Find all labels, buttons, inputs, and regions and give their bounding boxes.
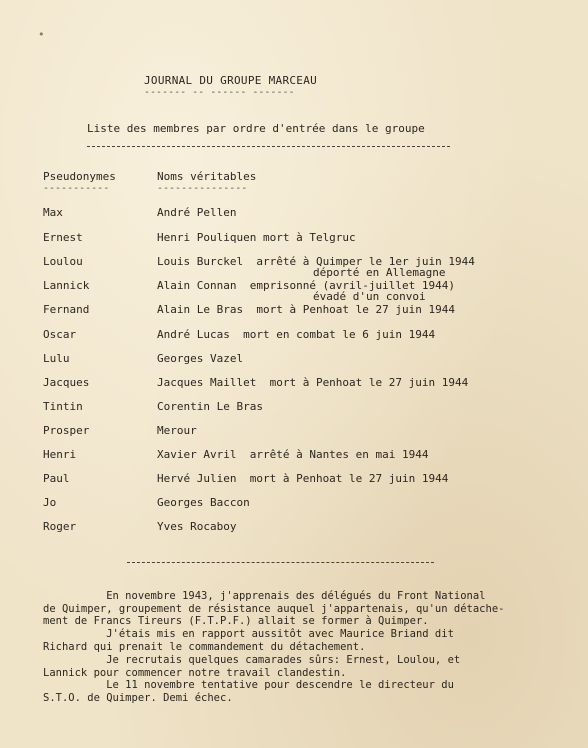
title-underline: ------- -- ------ ------- xyxy=(144,87,295,98)
member-pseudonym: Loulou xyxy=(43,255,83,268)
member-pseudonym: Max xyxy=(43,206,63,219)
member-pseudonym: Roger xyxy=(43,520,77,533)
narrative-paragraph: En novembre 1943, j'apprenais des délégués du Front National de Quimper, groupement de résistance auquel j'appartenais, qu'un détache- ment de Francs Tireurs (F.T.P.F.) allait se former à Quimper. xyxy=(43,590,505,628)
member-pseudonym: Fernand xyxy=(43,303,90,316)
member-real-name: André Pellen xyxy=(157,206,237,219)
member-real-name: Xavier Avril arrêté à Nantes en mai 1944 xyxy=(157,448,429,461)
header-real-names-underline: --------------- xyxy=(157,183,248,194)
member-pseudonym: Lulu xyxy=(43,352,70,365)
section-divider xyxy=(127,562,434,563)
member-pseudonym: Jacques xyxy=(43,376,90,389)
member-real-name: Henri Pouliquen mort à Telgruc xyxy=(157,231,356,244)
ink-mark: • xyxy=(38,28,45,41)
member-pseudonym: Lannick xyxy=(43,279,90,292)
document-subtitle: Liste des membres par ordre d'entrée dans le groupe xyxy=(87,122,425,135)
member-note: évadé d'un convoi xyxy=(313,290,426,303)
document-title: JOURNAL DU GROUPE MARCEAU xyxy=(144,74,318,87)
member-note: déporté en Allemagne xyxy=(313,266,446,279)
member-pseudonym: Tintin xyxy=(43,400,83,413)
member-pseudonym: Oscar xyxy=(43,328,77,341)
header-real-names: Noms véritables xyxy=(157,170,257,183)
member-real-name: Merour xyxy=(157,424,197,437)
member-pseudonym: Paul xyxy=(43,472,70,485)
member-pseudonym: Prosper xyxy=(43,424,90,437)
member-real-name: Alain Connan emprisonné (avril-juillet 1944) xyxy=(157,279,456,292)
header-pseudonyms: Pseudonymes xyxy=(43,170,116,183)
narrative-paragraph: Je recrutais quelques camarades sûrs: Ernest, Loulou, et Lannick pour commencer notre travail clandestin. xyxy=(43,654,461,679)
member-real-name: Louis Burckel arrêté à Quimper le 1er juin 1944 xyxy=(157,255,475,268)
member-real-name: Alain Le Bras mort à Penhoat le 27 juin 1944 xyxy=(157,303,456,316)
member-real-name: Hervé Julien mort à Penhoat le 27 juin 1944 xyxy=(157,472,449,485)
member-real-name: Georges Baccon xyxy=(157,496,250,509)
member-real-name: André Lucas mort en combat le 6 juin 1944 xyxy=(157,328,436,341)
member-pseudonym: Ernest xyxy=(43,231,83,244)
member-pseudonym: Henri xyxy=(43,448,77,461)
narrative-paragraph: Le 11 novembre tentative pour descendre le directeur du S.T.O. de Quimper. Demi échec. xyxy=(43,679,454,704)
member-real-name: Corentin Le Bras xyxy=(157,400,263,413)
member-pseudonym: Jo xyxy=(43,496,57,509)
header-pseudonyms-underline: ----------- xyxy=(43,183,110,194)
member-real-name: Georges Vazel xyxy=(157,352,244,365)
narrative-paragraph: J'étais mis en rapport aussitôt avec Maurice Briand dit Richard qui prenait le commandement du détachement. xyxy=(43,628,454,653)
member-real-name: Yves Rocaboy xyxy=(157,520,237,533)
member-real-name: Jacques Maillet mort à Penhoat le 27 juin 1944 xyxy=(157,376,469,389)
subtitle-rule xyxy=(87,146,450,147)
